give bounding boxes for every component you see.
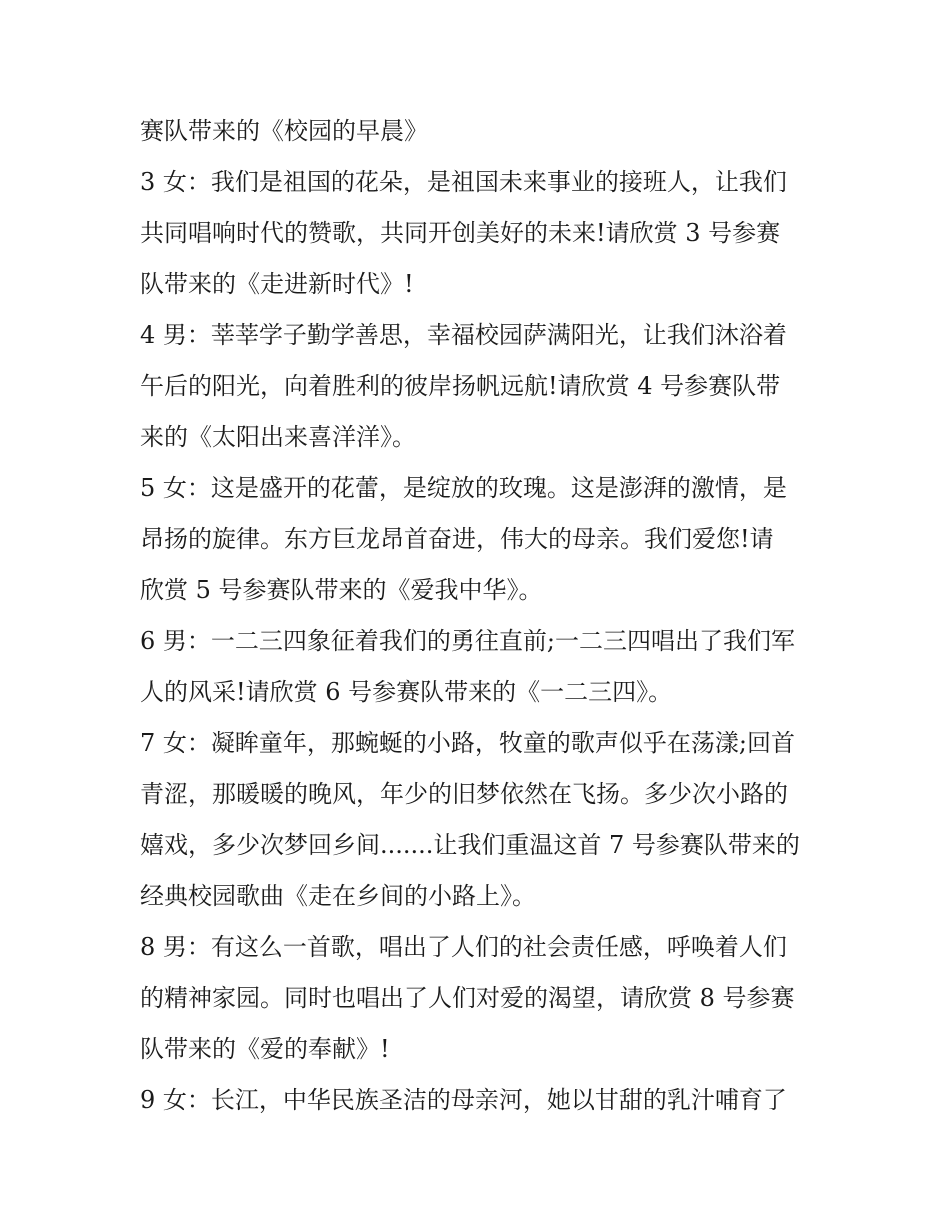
text-line: 4 男：莘莘学子勤学善思，幸福校园萨满阳光，让我们沐浴着 bbox=[140, 321, 787, 349]
paragraph-host-7 bbox=[140, 718, 820, 922]
text-line: 欣赏 5 号参赛队带来的《爱我中华》。 bbox=[140, 576, 543, 604]
paragraph-host-9 bbox=[140, 1075, 820, 1126]
document-body bbox=[140, 106, 820, 1126]
text-line: 3 女：我们是祖国的花朵，是祖国未来事业的接班人，让我们 bbox=[140, 168, 787, 196]
text-line: 共同唱响时代的赞歌，共同开创美好的未来!请欣赏 3 号参赛 bbox=[140, 219, 781, 247]
text-line: 昂扬的旋律。东方巨龙昂首奋进，伟大的母亲。我们爱您!请 bbox=[140, 525, 774, 553]
text-line: 6 男：一二三四象征着我们的勇往直前;一二三四唱出了我们军 bbox=[140, 627, 795, 655]
paragraph-host-8 bbox=[140, 922, 820, 1075]
text-line: 午后的阳光，向着胜利的彼岸扬帆远航!请欣赏 4 号参赛队带 bbox=[140, 372, 781, 400]
text-line: 8 男：有这么一首歌，唱出了人们的社会责任感，呼唤着人们 bbox=[140, 933, 787, 961]
text-line: 人的风采!请欣赏 6 号参赛队带来的《一二三四》。 bbox=[140, 678, 673, 706]
text-line: 的精神家园。同时也唱出了人们对爱的渴望，请欣赏 8 号参赛 bbox=[140, 984, 795, 1012]
paragraph-host-5 bbox=[140, 463, 820, 616]
text-line: 青涩，那暖暖的晚风，年少的旧梦依然在飞扬。多少次小路的 bbox=[140, 780, 788, 808]
text-line: 7 女：凝眸童年，那蜿蜒的小路，牧童的歌声似乎在荡漾;回首 bbox=[140, 729, 795, 757]
text-line: 赛队带来的《校园的早晨》 bbox=[140, 117, 428, 145]
paragraph-host-6 bbox=[140, 616, 820, 718]
text-line: 嬉戏，多少次梦回乡间.......让我们重温这首 7 号参赛队带来的 bbox=[140, 831, 800, 859]
text-line: 5 女：这是盛开的花蕾，是绽放的玫瑰。这是澎湃的激情，是 bbox=[140, 474, 787, 502]
text-line: 队带来的《爱的奉献》! bbox=[140, 1035, 390, 1063]
paragraph-host-3 bbox=[140, 157, 820, 310]
paragraph-host-4 bbox=[140, 310, 820, 463]
paragraph-intro-tail bbox=[140, 106, 820, 157]
text-line: 9 女：长江，中华民族圣洁的母亲河，她以甘甜的乳汁哺育了 bbox=[140, 1086, 787, 1114]
text-line: 经典校园歌曲《走在乡间的小路上》。 bbox=[140, 882, 536, 910]
text-line: 来的《太阳出来喜洋洋》。 bbox=[140, 423, 416, 451]
text-line: 队带来的《走进新时代》! bbox=[140, 270, 414, 298]
